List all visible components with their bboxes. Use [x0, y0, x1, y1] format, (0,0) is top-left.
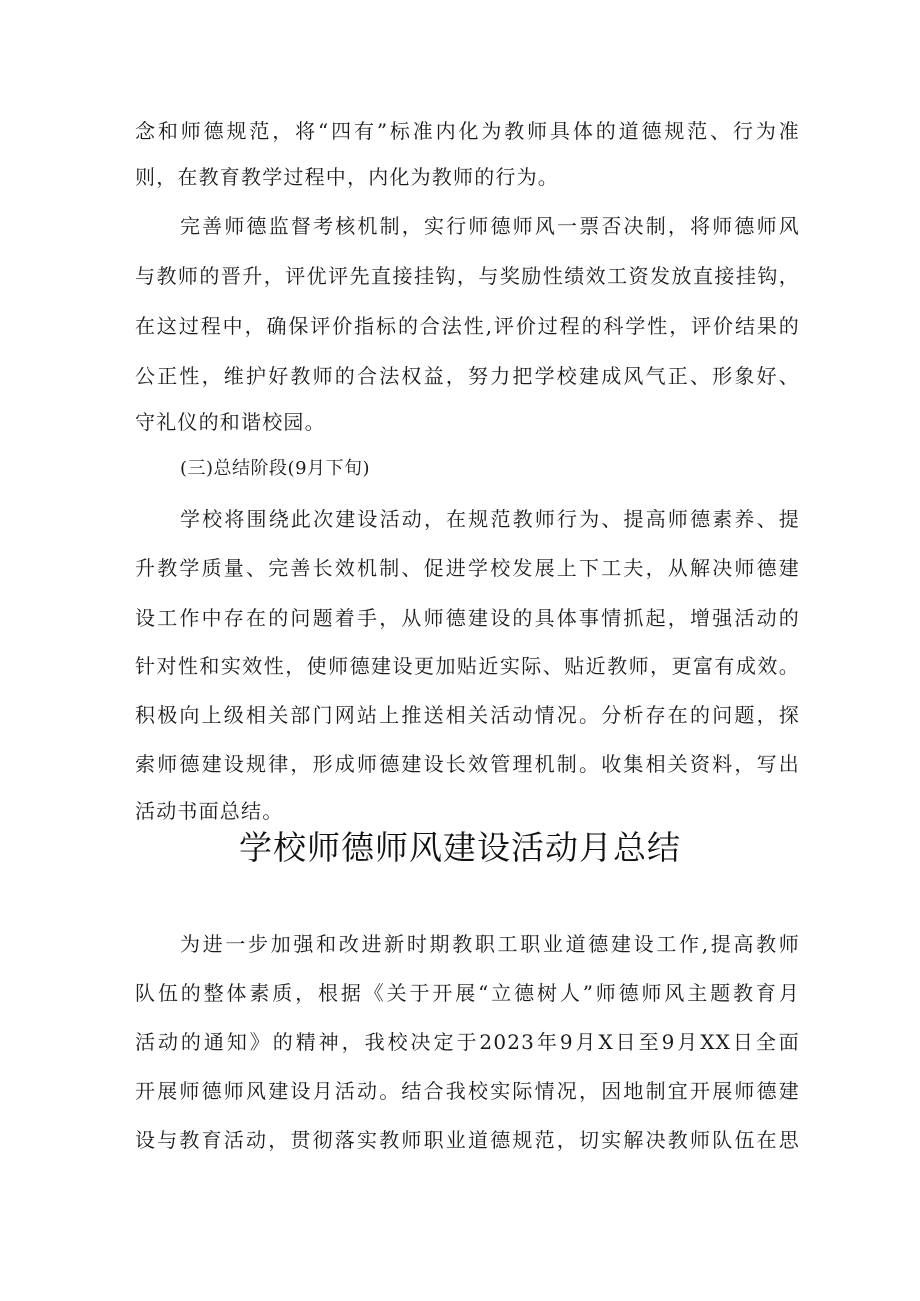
paragraph-line: 学校将围绕此次建设活动，在规范教师行为、提高师德素养、提: [180, 507, 800, 531]
paragraph-line: 则，在教育教学过程中，内化为教师的行为。: [135, 165, 559, 189]
paragraph-line: 念和师德规范，将“四有”标准内化为教师具体的道德规范、行为准: [135, 119, 800, 143]
paragraph-line: 公正性，维护好教师的合法权益，努力把学校建成风气正、形象好、: [135, 364, 800, 388]
paragraph-line: 开展师德师风建设月活动。结合我校实际情况，因地制宜开展师德建: [135, 1079, 800, 1103]
paragraph-line: 完善师德监督考核机制，实行师德师风一票否决制，将师德师风: [180, 214, 800, 238]
paragraph-line: 索师德建设规律，形成师德建设长效管理机制。收集相关资料，写出: [135, 752, 800, 776]
paragraph-line: 升教学质量、完善长效机制、促进学校发展上下工夫，从解决师德建: [135, 556, 800, 580]
paragraph-line: 活动的通知》的精神，我校决定于2023年9月X日至9月XX日全面: [135, 1030, 800, 1054]
paragraph-line: 队伍的整体素质，根据《关于开展“立德树人”师德师风主题教育月: [135, 981, 800, 1005]
paragraph-line: 设工作中存在的问题着手，从师德建设的具体事情抓起，增强活动的: [135, 606, 800, 630]
paragraph-line: 活动书面总结。: [135, 799, 284, 823]
paragraph-line: 在这过程中，确保评价指标的合法性,评价过程的科学性，评价结果的: [135, 314, 800, 338]
paragraph-line: 积极向上级相关部门网站上推送相关活动情况。分析存在的问题，探: [135, 703, 800, 727]
document-title: 学校师德师风建设活动月总结: [239, 828, 681, 867]
paragraph-line: 为进一步加强和改进新时期教职工职业道德建设工作,提高教师: [180, 932, 800, 956]
paragraph-line: 守礼仪的和谐校园。: [135, 410, 326, 434]
stage-heading: (三)总结阶段(9月下旬): [180, 458, 371, 479]
paragraph-line: 设与教育活动，贯彻落实教师职业道德规范，切实解决教师队伍在思: [135, 1128, 800, 1152]
paragraph-line: 与教师的晋升，评优评先直接挂钩，与奖励性绩效工资发放直接挂钩，: [135, 264, 800, 288]
paragraph-line: 针对性和实效性，使师德建设更加贴近实际、贴近教师，更富有成效。: [135, 654, 800, 678]
